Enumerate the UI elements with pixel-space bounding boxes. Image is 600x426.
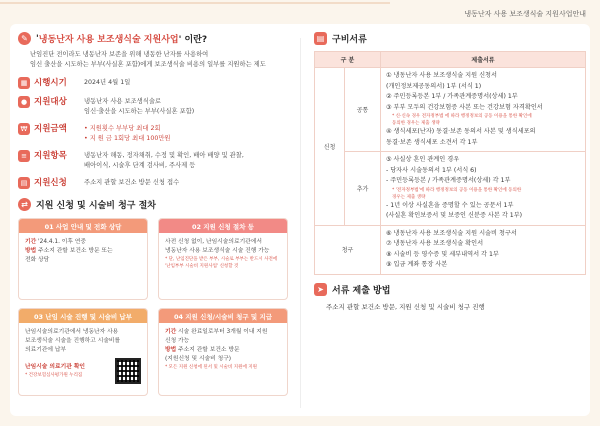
info-value: 임신·출산을 시도하는 부부(사실혼 포함): [84, 107, 195, 115]
step-text: 의료기관에 납부: [25, 347, 67, 353]
docs-title-text: 구비서류: [332, 35, 367, 45]
top-stripe: [0, 2, 390, 4]
step-text: 사전 신청 없이, 난임시술의료기관에서: [165, 239, 262, 245]
step-head: 01 사업 안내 및 전화 상담: [19, 219, 147, 233]
table-header-category: 구 분: [315, 52, 381, 68]
step-text: 시술 완료일로부터 3개월 이내 지원: [176, 329, 268, 335]
info-label: 지원신청: [34, 178, 67, 188]
qr-code-icon[interactable]: [115, 358, 141, 384]
step-text: 보조생식술 시술을 진행하고 시술비를: [25, 338, 121, 344]
common-docs: [381, 68, 586, 152]
info-value: 냉동난자 사용 보조생식술로: [84, 98, 161, 105]
procedure-title: [18, 198, 288, 211]
info-value: 냉동난자 해동, 정자채취, 수정 및 확인, 배아 배양 및 관찰,: [84, 152, 244, 159]
step-note: * 건강보험심사평가원 누리집: [25, 373, 83, 378]
table-header-docs: 제출서류: [381, 52, 586, 68]
step-text: 난임시술의료기관에서 냉동난자 사용: [25, 329, 119, 335]
step-text: 신청 가능: [165, 338, 190, 344]
column-divider: [300, 38, 301, 408]
category-claim: 청구: [315, 225, 381, 274]
info-label: 시행시기: [34, 78, 67, 88]
doc-line: ④ 생식세포(난자) 동결·보존 동의서 사본 및 생식세포의: [386, 128, 536, 135]
doc-line: ⑦ 냉동난자 사용 보조생식술 확인서: [386, 240, 484, 247]
step-key: 방법: [25, 248, 37, 254]
info-apply: [18, 177, 288, 189]
title-prefix: ': [36, 33, 39, 44]
doc-line: ⑨ 입금 계좌 통장 사본: [386, 261, 448, 268]
procedure-title-text: 지원 신청 및 시술비 청구 절차: [36, 201, 156, 211]
step-note: '난임부부 시술비 지원사업' 신청할 것: [165, 264, 239, 269]
doc-line: - 1년 이상 사실혼을 증명할 수 있는 공문서 1부: [386, 201, 514, 209]
procedure-steps: [18, 218, 288, 398]
doc-note: 경우는 제출 생략: [392, 194, 426, 200]
doc-note: 동의한 경우는 제출 생략: [392, 121, 440, 126]
step-head: 02 지원 신청 절차 등: [159, 219, 287, 233]
doc-line: (사실혼 확인보증서 및 보증인 신분증 사본 각 1부): [386, 212, 523, 219]
intro-line: 난임진단 전이라도 냉동난자 보존을 위해 냉동한 난자를 사용하여: [30, 51, 209, 58]
info-label: 지원대상: [34, 97, 67, 107]
left-column: [18, 32, 288, 398]
step-text: 주소지 관할 보건소 방문: [176, 347, 240, 353]
program-title: [18, 32, 288, 45]
step-card-2: [158, 218, 288, 300]
submit-text: 주소지 관할 보건소 방문, 지원 신청 및 시술비 청구 진행: [326, 302, 485, 311]
info-value: • 지 원 금 1회당 최대 100만원: [84, 134, 171, 142]
calendar-icon: ▦: [18, 77, 30, 89]
doc-line: - 당자사 시술동의서 1부 (서식 6): [386, 166, 477, 174]
info-amount: [18, 123, 288, 143]
submit-title-text: 서류 제출 방법: [332, 285, 391, 296]
info-start-date: [18, 77, 288, 89]
doc-line: ⑥ 냉동난자 사용 보조생식술 지원 시술비 청구서: [386, 229, 517, 237]
subcategory-common: 공통: [345, 68, 381, 152]
info-label: 지원금액: [34, 124, 67, 134]
page-sheet: [10, 24, 590, 416]
docs-title: [314, 32, 586, 45]
intro-line: 임신 출산을 시도하는 부부(사실혼 포함)에게 보조생식술 비용의 일부를 지원하는 제도: [30, 61, 266, 68]
extra-docs: [381, 152, 586, 226]
step-head: 03 난임 시술 진행 및 시술비 납부: [19, 309, 147, 323]
doc-note: * 신·신속 경우 전자정부법 에 따라 행정정보의 공동 이용을 통한 확인에: [392, 114, 532, 119]
intro-text: [30, 50, 288, 70]
info-value: 배아이식, 시술후 단계 검사비, 주사제 등: [84, 161, 196, 169]
step-key: 기간: [25, 239, 37, 245]
subcategory-extra: 추가: [345, 152, 381, 226]
step-card-3: [18, 308, 148, 396]
step-text: (지원신청 및 시술비 청구): [165, 356, 232, 362]
step-text: '24.4.1. 이후 연중: [36, 239, 87, 245]
info-target: [18, 96, 288, 116]
doc-line: ① 냉동난자 사용 보조생식술 지원 신청서: [386, 72, 498, 79]
list-icon: ≡: [18, 150, 30, 162]
flow-icon: ⇄: [18, 198, 31, 211]
step-key: 기간: [165, 329, 177, 335]
clipboard-icon: ▤: [314, 32, 327, 45]
title-em: 냉동난자 사용 보조생식술 지원사업: [38, 35, 179, 45]
docs-table: [314, 51, 586, 275]
step-note: * 단, 난임진단을 받은 부부, 시술로 부부는 반드시 사전에: [165, 257, 278, 262]
user-icon: ●: [18, 96, 30, 108]
step-key: 방법: [165, 347, 177, 353]
category-apply: 신청: [315, 68, 345, 226]
document-icon: ▤: [18, 177, 30, 189]
info-value: • 지원횟수 부부당 최대 2회: [84, 125, 161, 132]
doc-line: ② 주민등록등본 1부 / 가족관계증명서(상세) 1부: [386, 93, 518, 100]
step-text: 전화 상담: [25, 257, 50, 263]
doc-line: ⑧ 시술비 등 영수증 및 세부내역서 각 1부: [386, 250, 499, 258]
submit-title: [314, 283, 586, 296]
money-icon: ₩: [18, 123, 30, 135]
doc-line: ③ 부부 모두의 건강보험증 사본 또는 건강보험 자격확인서: [386, 103, 543, 111]
megaphone-icon: ✎: [18, 32, 31, 45]
step-card-4: [158, 308, 288, 396]
info-value: 2024년 4월 1일: [84, 79, 131, 86]
right-column: [314, 32, 586, 311]
title-suffix: ' 이란?: [178, 35, 208, 45]
info-label: 지원항목: [34, 151, 67, 161]
step-text: 냉동난자 사용 보조생식술 시술 진행 가능: [165, 248, 270, 254]
doc-note: * '전자정부법'에 따라 행정정보의 공동 이용을 통한 확인에 동의한: [392, 187, 522, 193]
info-items: [18, 150, 288, 170]
step-text: 주소지 관할 보건소 방문 또는: [36, 248, 113, 254]
hospital-check-link[interactable]: 난임시술 의료기관 확인: [25, 364, 86, 370]
send-icon: ➤: [314, 283, 327, 296]
step-note: * 모든 지원 신청에 된서 및 시술비 지원에 지원: [165, 365, 257, 370]
doc-line: - 주민등록등본 / 가족관계증명서(상세) 각 1부: [386, 177, 511, 184]
doc-line: ⑤ 사실상 혼인 관계인 경우: [386, 156, 460, 163]
claim-docs: [381, 225, 586, 274]
top-bar: [0, 0, 600, 22]
doc-line: 동결·보존 생식세포 소견서 각 1부: [386, 138, 478, 146]
step-head: 04 지원 신청/시술비 청구 및 지급: [159, 309, 287, 323]
doc-line: (개인정보제공동의서) 1부 (서식 1): [386, 82, 482, 90]
step-card-1: [18, 218, 148, 300]
brand-text: 냉동난자 사용 보조생식술 지원사업안내: [464, 10, 586, 18]
info-value: 주소지 관할 보건소 방문 신청 접수: [84, 179, 180, 186]
